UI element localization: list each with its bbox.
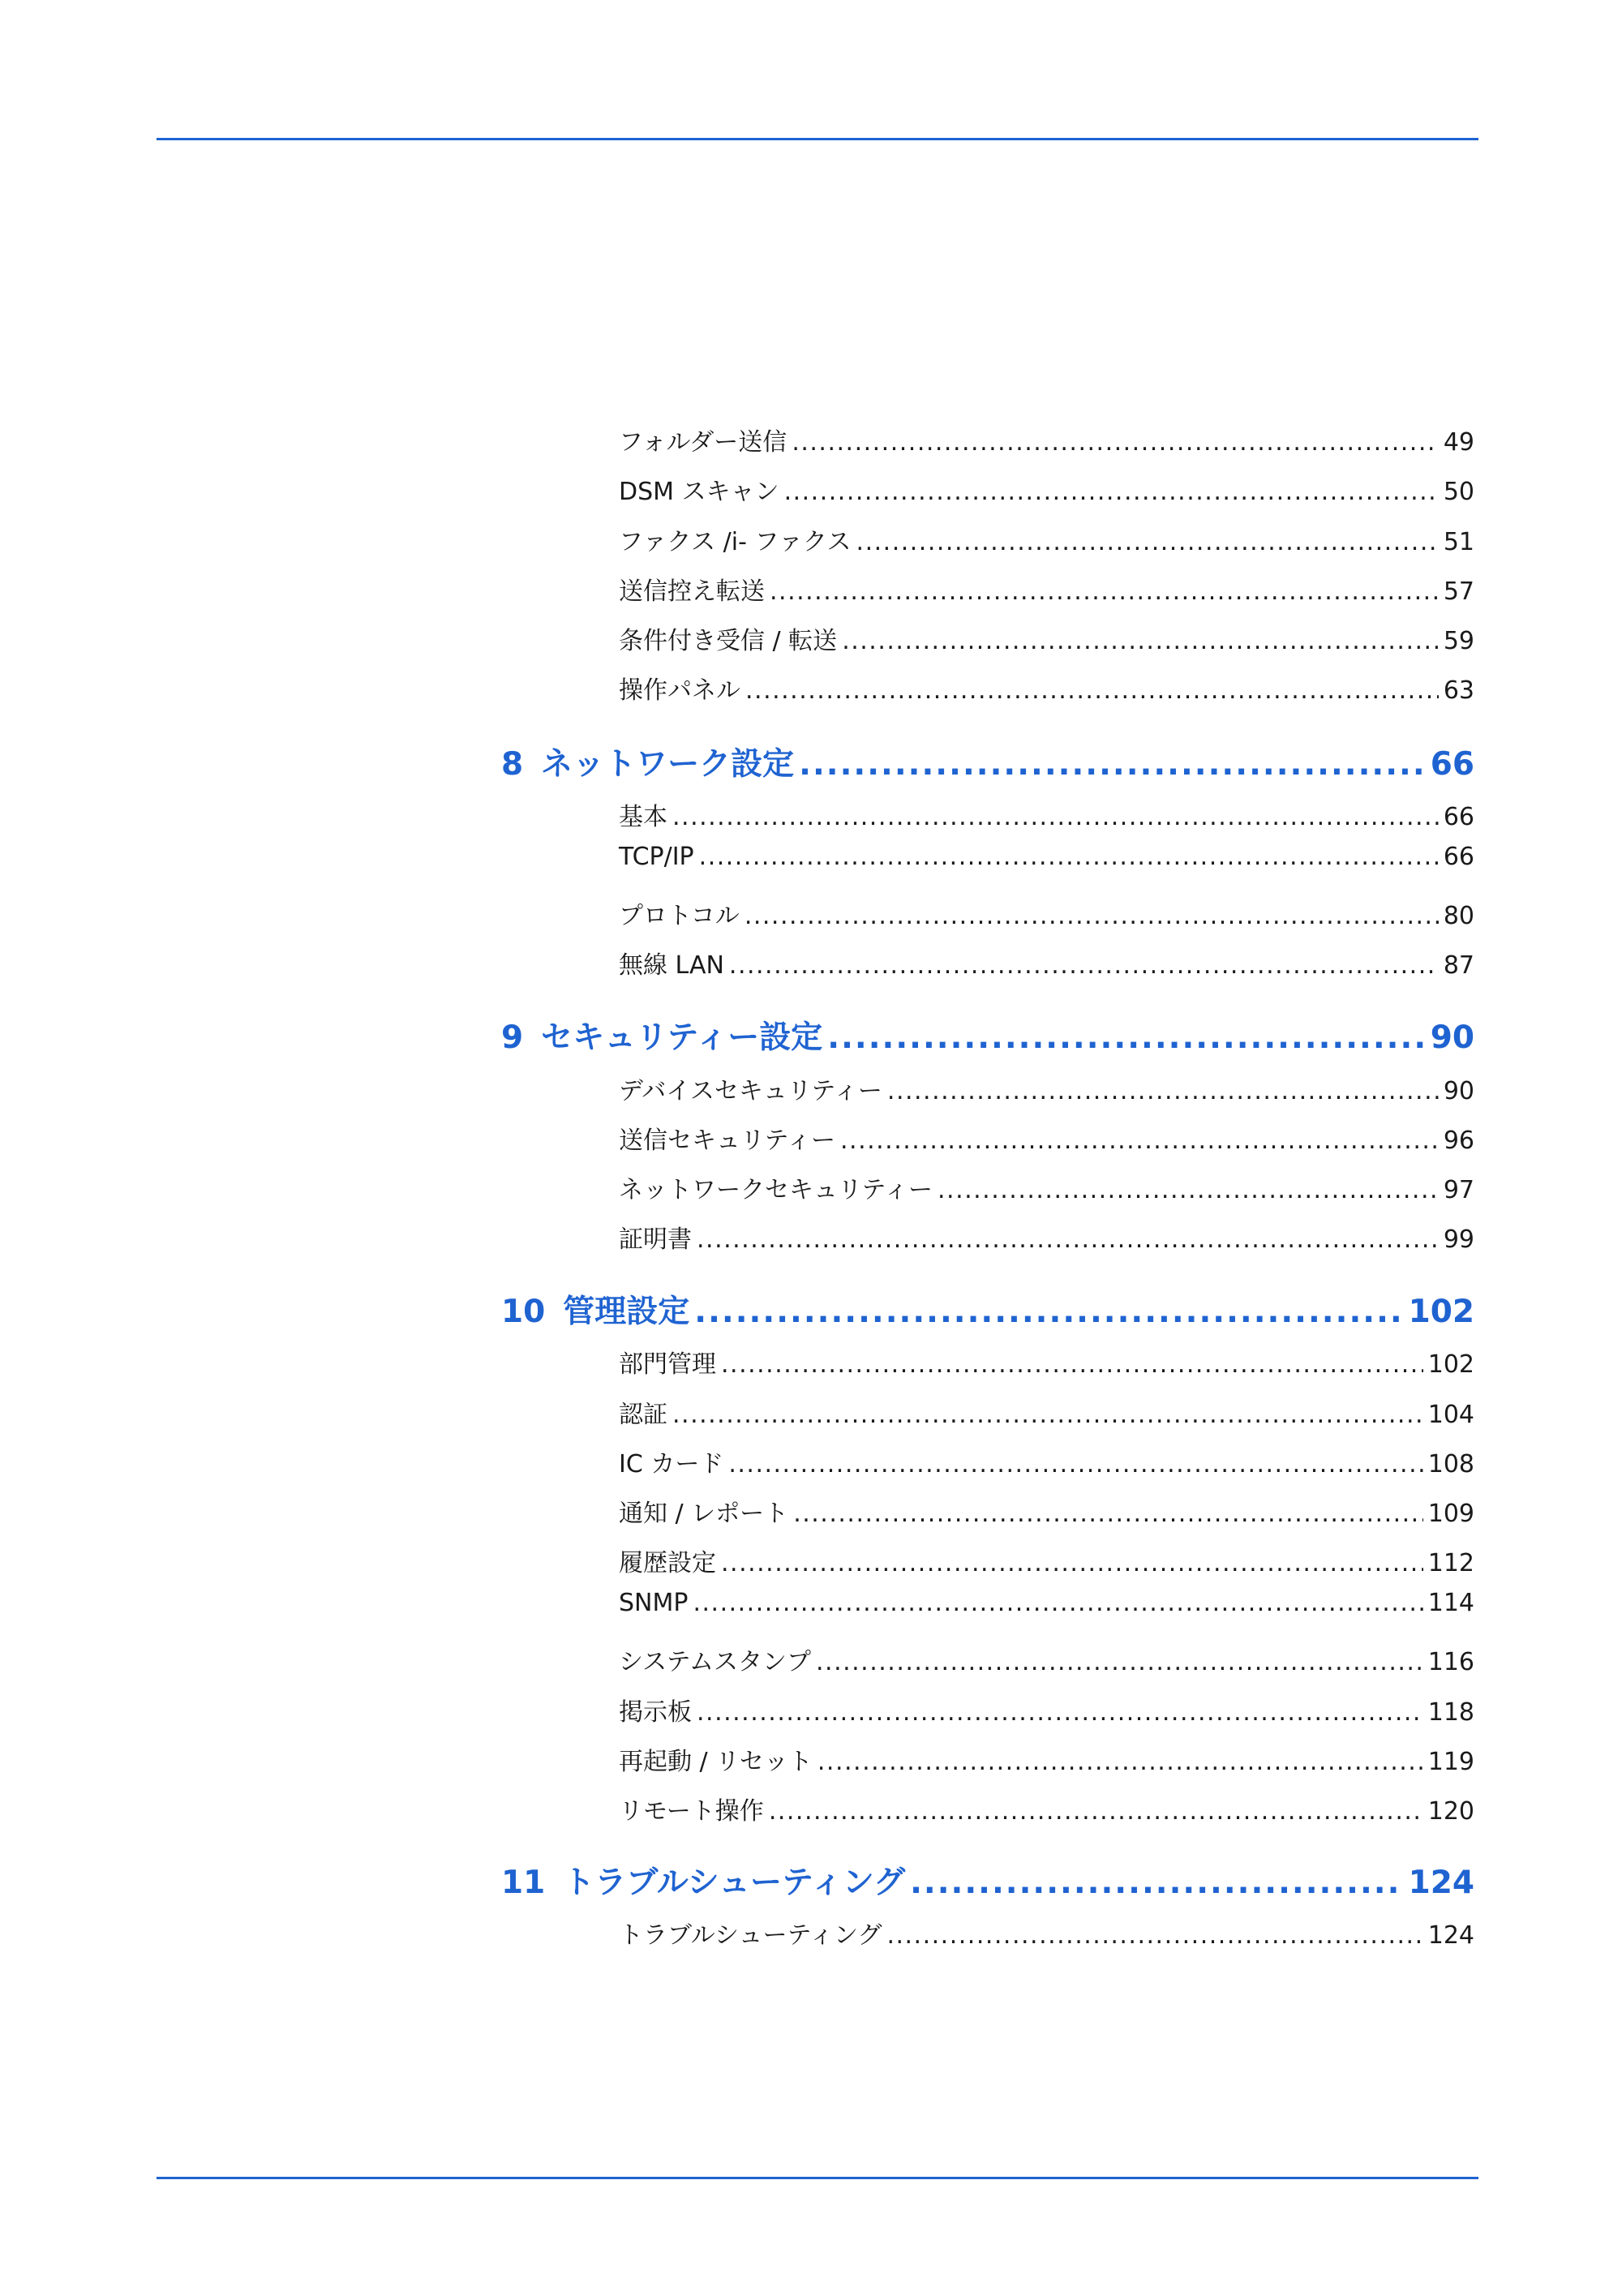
toc-entry-title: 送信セキュリティー — [619, 1127, 835, 1155]
toc-entry[interactable] — [619, 1120, 1474, 1156]
toc-entry[interactable] — [619, 422, 1474, 457]
toc-entry[interactable] — [619, 1543, 1474, 1578]
toc-entry-title: 掲示板 — [619, 1698, 692, 1727]
toc-entry[interactable] — [619, 1493, 1474, 1529]
toc-entry-page: 99 — [1443, 1225, 1474, 1254]
chapter-page: 66 — [1430, 746, 1474, 783]
chapter-number: 8 — [501, 746, 524, 783]
toc-entry-title: 部門管理 — [619, 1350, 716, 1379]
toc-entry[interactable] — [619, 1791, 1474, 1826]
dot-leader — [887, 1077, 1439, 1105]
toc-entry-page: 96 — [1443, 1127, 1474, 1155]
toc-entry-page: 102 — [1427, 1350, 1474, 1379]
toc-entry[interactable] — [619, 895, 1474, 931]
chapter-title: 管理設定 — [563, 1294, 690, 1330]
dot-leader — [827, 1019, 1425, 1056]
dot-leader — [784, 478, 1439, 506]
chapter-page: 124 — [1408, 1865, 1474, 1901]
toc-entry-title: ネットワークセキュリティー — [619, 1176, 933, 1204]
header-rule — [157, 138, 1478, 140]
toc-entry-title: 操作パネル — [619, 676, 740, 705]
toc-entry[interactable] — [619, 1219, 1474, 1255]
toc-entry-page: 118 — [1427, 1698, 1474, 1727]
toc-entry-page: 104 — [1427, 1401, 1474, 1429]
chapter-number: 10 — [501, 1294, 546, 1330]
toc-entry-page: 108 — [1427, 1450, 1474, 1478]
dot-leader — [728, 1450, 1422, 1478]
toc-entry-title: SNMP — [619, 1589, 689, 1617]
chapter-title: ネットワーク設定 — [541, 746, 795, 783]
toc-entry-page: 49 — [1443, 428, 1474, 457]
toc-entry-page: 59 — [1443, 627, 1474, 655]
toc-entry-title: トラブルシューティング — [619, 1921, 882, 1950]
dot-leader — [672, 1401, 1423, 1429]
toc-entry-title: 基本 — [619, 803, 667, 831]
toc-entry-title: TCP/IP — [619, 843, 694, 871]
toc-entry-page: 114 — [1427, 1589, 1474, 1617]
toc-entry[interactable] — [619, 945, 1474, 981]
dot-leader — [699, 843, 1439, 871]
toc-entry[interactable] — [619, 620, 1474, 656]
toc-entry[interactable] — [619, 796, 1474, 832]
dot-leader — [697, 1225, 1439, 1254]
toc-entry[interactable] — [619, 1394, 1474, 1430]
toc-entry-page: 66 — [1443, 843, 1474, 871]
toc-entry-title: リモート操作 — [619, 1797, 764, 1826]
toc-entry[interactable] — [619, 670, 1474, 706]
toc-entry-title: IC カード — [619, 1450, 724, 1478]
dot-leader — [842, 627, 1439, 655]
footer-rule — [157, 2177, 1478, 2179]
toc-chapter-11[interactable] — [501, 1857, 1474, 1903]
toc-entry-page: 97 — [1443, 1176, 1474, 1204]
toc-entry-title: 履歴設定 — [619, 1549, 716, 1577]
dot-leader — [793, 1500, 1423, 1528]
chapter-page: 90 — [1430, 1019, 1474, 1056]
toc-entry[interactable] — [619, 1589, 1474, 1617]
toc-entry[interactable] — [619, 521, 1474, 557]
dot-leader — [721, 1350, 1423, 1379]
toc-entry[interactable] — [619, 1642, 1474, 1677]
toc-entry-page: 57 — [1443, 577, 1474, 606]
toc-entry-title: 再起動 / リセット — [619, 1748, 813, 1776]
toc-entry-title: 条件付き受信 / 転送 — [619, 627, 838, 655]
toc-entry-page: 116 — [1427, 1648, 1474, 1676]
toc-entry[interactable] — [619, 1444, 1474, 1479]
dot-leader — [721, 1549, 1423, 1577]
dot-leader — [744, 902, 1439, 930]
dot-leader — [693, 1589, 1422, 1617]
toc-entry-page: 87 — [1443, 951, 1474, 980]
toc-entry-title: システムスタンプ — [619, 1648, 811, 1676]
toc-entry[interactable] — [619, 471, 1474, 507]
dot-leader — [792, 428, 1439, 457]
toc-entry-page: 112 — [1427, 1549, 1474, 1577]
dot-leader — [694, 1294, 1403, 1330]
dot-leader — [910, 1865, 1404, 1901]
toc-entry[interactable] — [619, 1071, 1474, 1106]
dot-leader — [856, 528, 1439, 556]
toc-chapter-8[interactable] — [501, 739, 1474, 784]
chapter-number: 9 — [501, 1019, 524, 1056]
toc-entry[interactable] — [619, 1692, 1474, 1727]
toc-chapter-9[interactable] — [501, 1012, 1474, 1058]
toc-entry-title: フォルダー送信 — [619, 428, 787, 457]
chapter-title: セキュリティー設定 — [541, 1019, 823, 1056]
toc-entry[interactable] — [619, 1915, 1474, 1951]
dot-leader — [745, 676, 1439, 705]
toc-entry-title: プロトコル — [619, 902, 740, 930]
toc-entry-title: 送信控え転送 — [619, 577, 765, 606]
toc-entry-page: 120 — [1427, 1797, 1474, 1826]
toc-entry-page: 90 — [1443, 1077, 1474, 1105]
toc-entry-title: 認証 — [619, 1401, 667, 1429]
toc-entry-page: 66 — [1443, 803, 1474, 831]
dot-leader — [770, 577, 1439, 606]
dot-leader — [816, 1648, 1423, 1676]
dot-leader — [672, 803, 1439, 831]
toc-entry-title: ファクス /i- ファクス — [619, 528, 852, 556]
toc-entry[interactable] — [619, 1344, 1474, 1380]
toc-entry-title: デバイスセキュリティー — [619, 1077, 882, 1105]
toc-entry-page: 119 — [1427, 1748, 1474, 1776]
toc-entry-page: 124 — [1427, 1921, 1474, 1950]
toc-entry[interactable] — [619, 1741, 1474, 1777]
chapter-number: 11 — [501, 1865, 546, 1901]
toc-entry-page: 63 — [1443, 676, 1474, 705]
toc-entry-page: 80 — [1443, 902, 1474, 930]
toc-entry[interactable] — [619, 843, 1474, 871]
dot-leader — [817, 1748, 1423, 1776]
dot-leader — [729, 951, 1439, 980]
toc-entry[interactable] — [619, 571, 1474, 607]
dot-leader — [938, 1176, 1439, 1204]
toc-entry-title: 通知 / レポート — [619, 1500, 789, 1528]
chapter-page: 102 — [1408, 1294, 1474, 1330]
dot-leader — [769, 1797, 1423, 1826]
toc-entry-title: 証明書 — [619, 1225, 692, 1254]
toc-entry-title: DSM スキャン — [619, 478, 779, 506]
dot-leader — [886, 1921, 1422, 1950]
dot-leader — [799, 746, 1426, 783]
chapter-title: トラブルシューティング — [563, 1865, 906, 1901]
toc-entry-page: 51 — [1443, 528, 1474, 556]
toc-entry-title: 無線 LAN — [619, 951, 724, 980]
toc-chapter-10[interactable] — [501, 1286, 1474, 1332]
dot-leader — [697, 1698, 1423, 1727]
toc-entry-page: 50 — [1443, 478, 1474, 506]
toc-entry-page: 109 — [1427, 1500, 1474, 1528]
toc-entry[interactable] — [619, 1169, 1474, 1205]
dot-leader — [840, 1127, 1439, 1155]
